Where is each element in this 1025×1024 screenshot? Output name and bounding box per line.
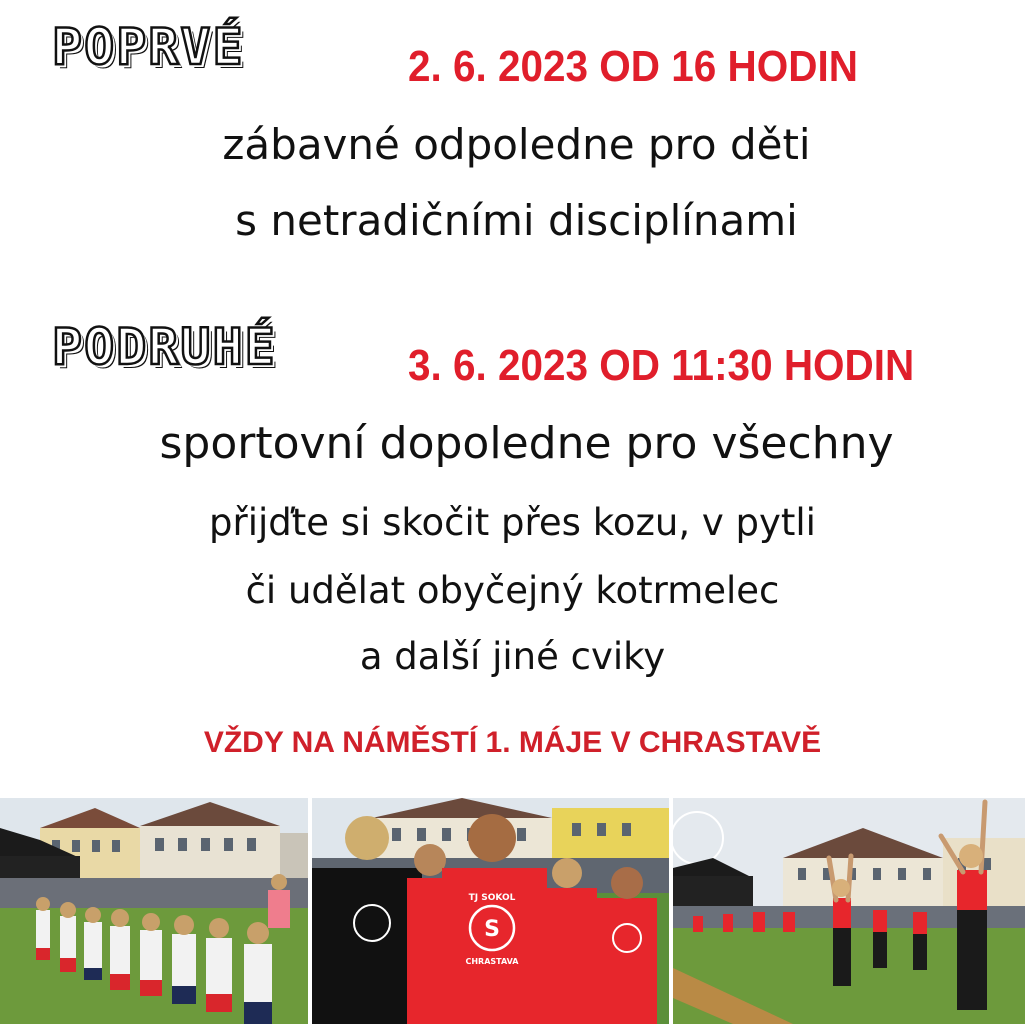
heading-poprve: POPRVÉ	[52, 18, 245, 76]
date-second-event: 3. 6. 2023 OD 11:30 HODIN	[408, 341, 915, 390]
second-event-line-2: přijďte si skočit přes kozu, v pytli	[209, 501, 816, 544]
photo-sokol-girls	[312, 798, 669, 1024]
shirt-monogram: S	[484, 917, 500, 942]
photo-dancing-girls	[673, 798, 1025, 1024]
photo-strip	[0, 798, 1025, 1024]
location-text: VŽDY NA NÁMĚSTÍ 1. MÁJE V CHRASTAVĚ	[203, 726, 822, 759]
photo-children-lineup	[0, 798, 308, 1024]
first-event-line-1: zábavné odpoledne pro děti	[222, 120, 811, 169]
date-first-event: 2. 6. 2023 OD 16 HODIN	[408, 42, 858, 91]
shirt-town-text: CHRASTAVA	[465, 957, 519, 966]
second-event-line-3: či udělat obyčejný kotrmelec	[245, 569, 780, 612]
shirt-logo-text: TJ SOKOL	[468, 893, 516, 903]
second-event-line-1: sportovní dopoledne pro všechny	[159, 418, 894, 469]
heading-podruhe: PODRUHÉ	[52, 318, 277, 376]
second-event-line-4: a další jiné cviky	[359, 635, 666, 678]
first-event-line-2: s netradičními disciplínami	[235, 196, 798, 245]
